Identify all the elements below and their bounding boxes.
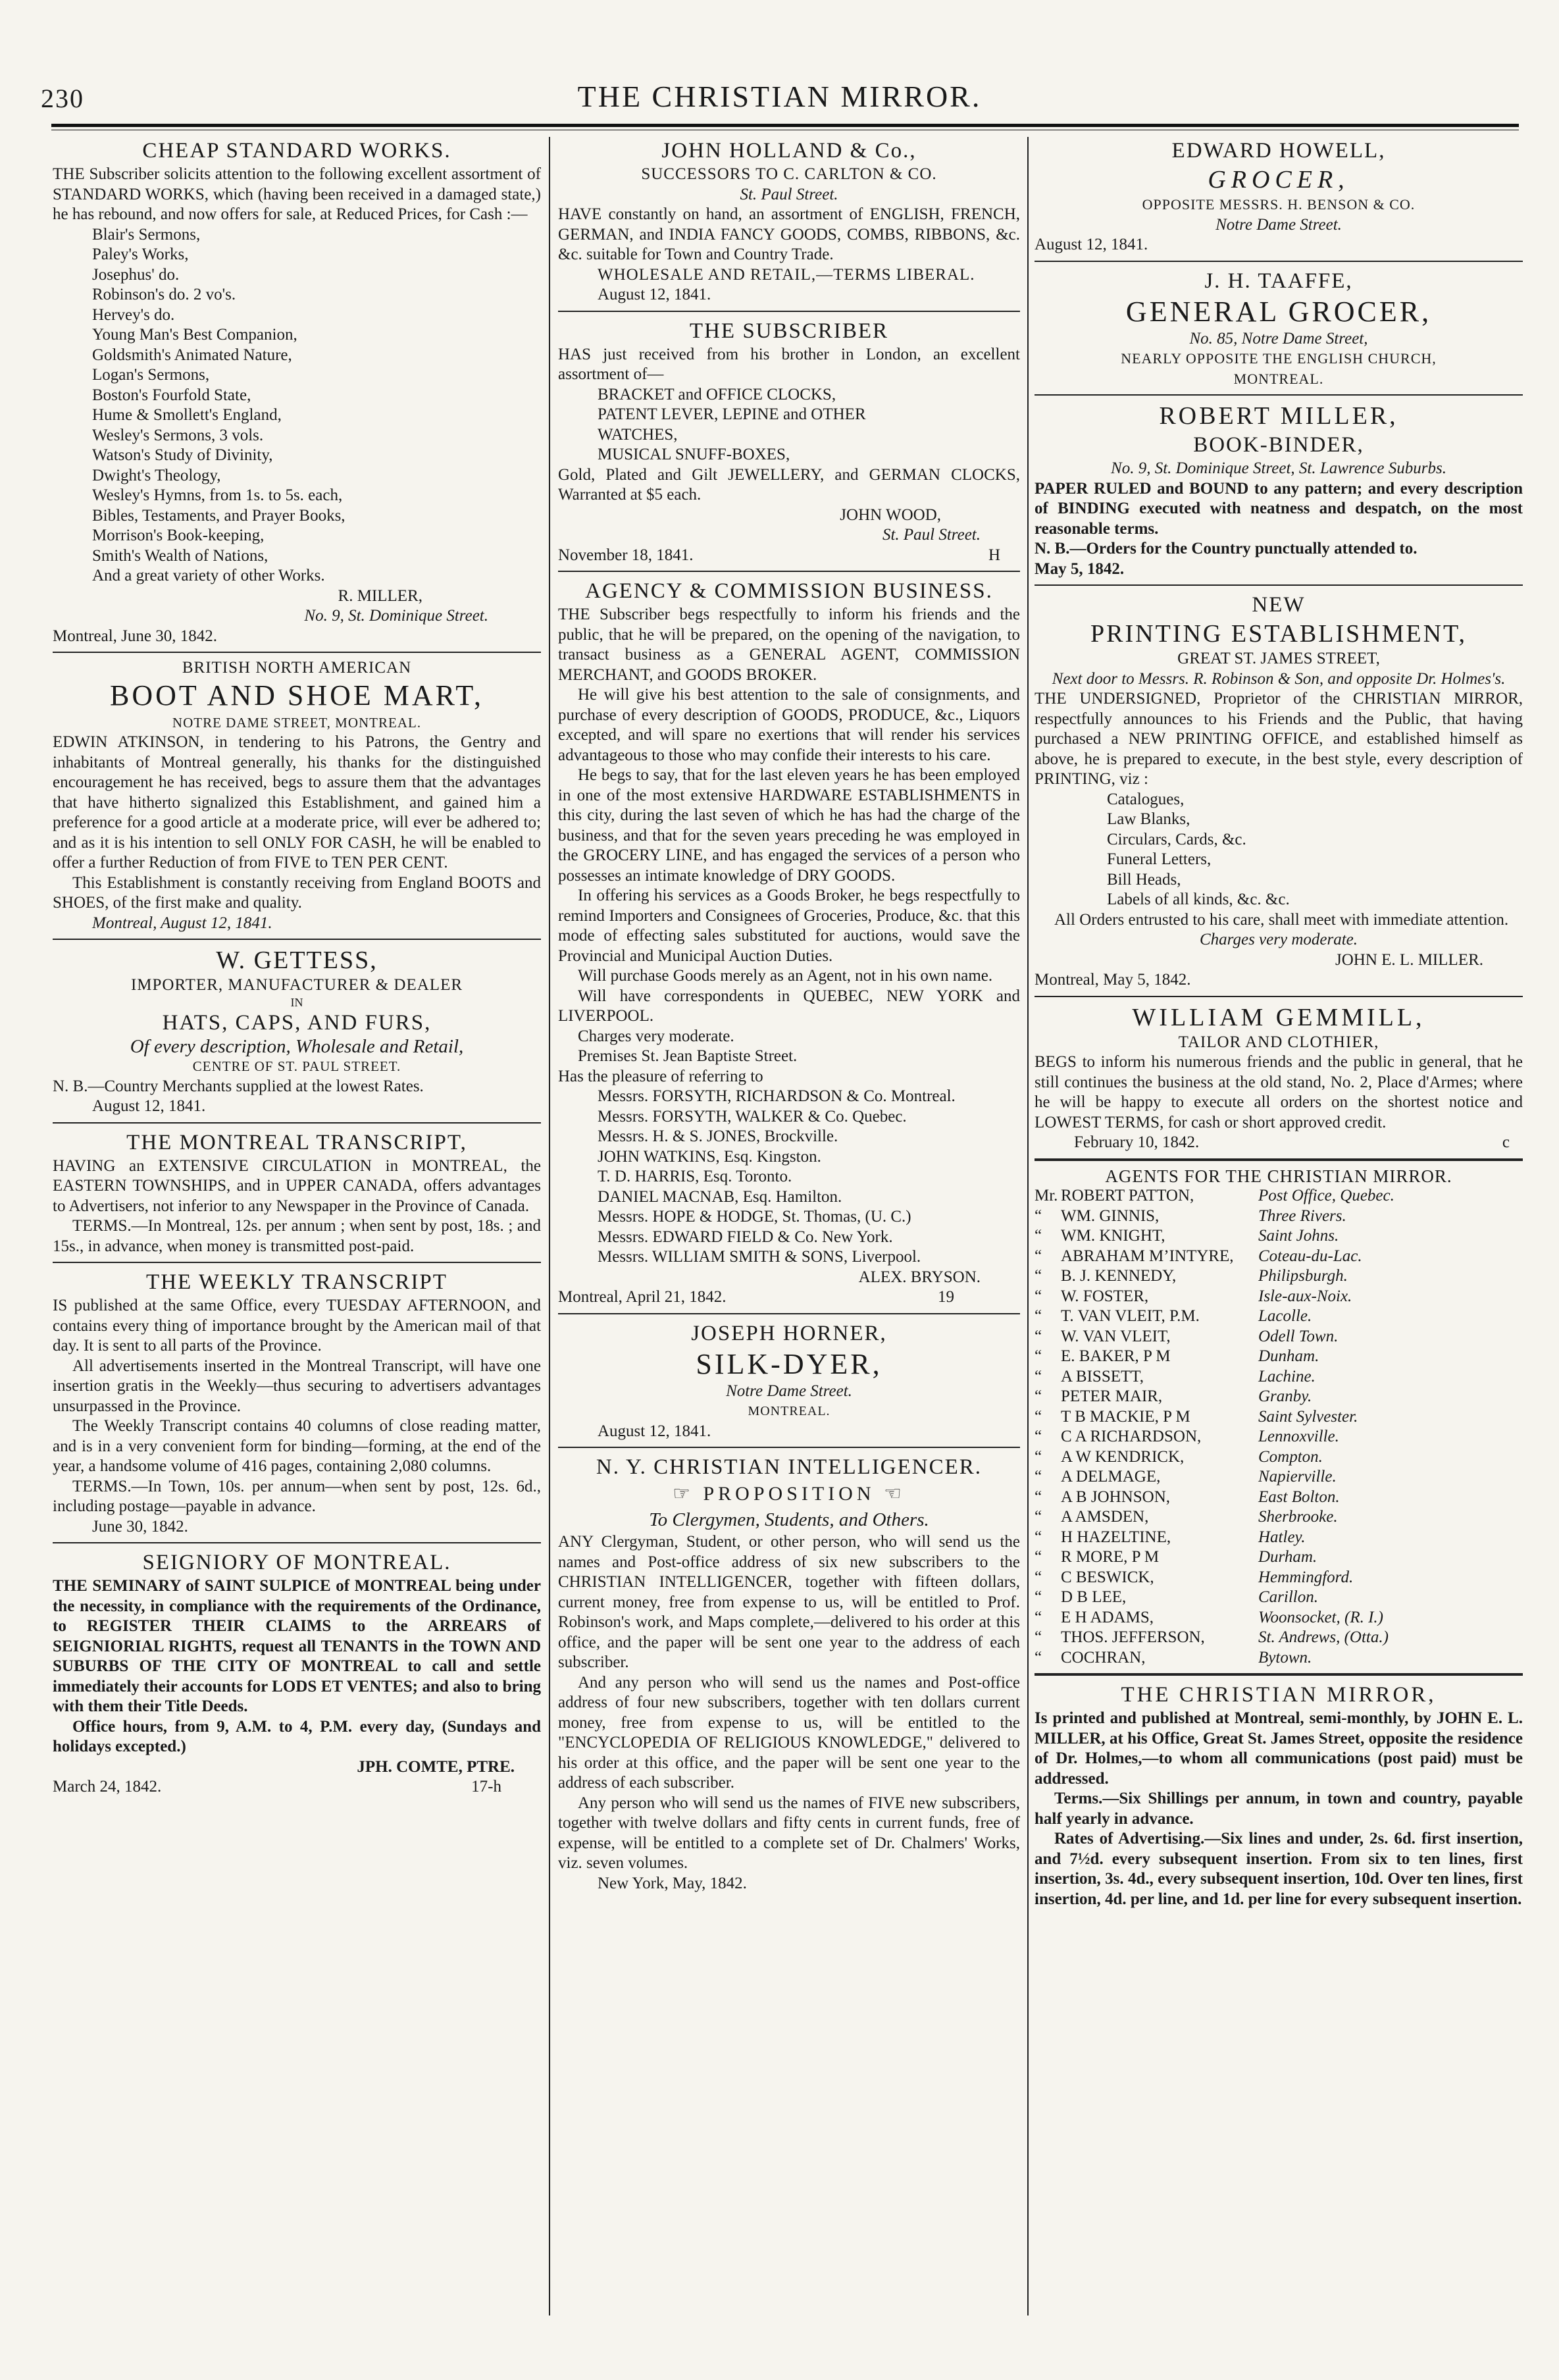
running-header: [0, 0, 1559, 132]
ad-trade: GENERAL GROCER,: [1125, 295, 1432, 328]
ad-heading: JOHN HOLLAND & Co.,: [661, 139, 917, 163]
ad-heading: W. GETTESS,: [216, 946, 378, 974]
ad-para-5: Will purchase Goods merely as an Agent, not in his own name.: [578, 967, 993, 985]
agent-name: THOS. JEFFERSON,: [1061, 1628, 1205, 1646]
ad-para-2: He will give his best attention to the sale of consignments, and purchase of every description of GOODS, PRODUCE, &c., Liquors excepted, and will spare no exertions that will render his services advantageous to those who may confide their interests to his care.: [558, 686, 1020, 764]
list-item: Smith's Wealth of Nations,: [92, 546, 268, 565]
ad-para-6: Will have correspondents in QUEBEC, NEW YORK and LIVERPOOL.: [558, 987, 1020, 1025]
list-item: Messrs. WILLIAM SMITH & SONS, Liverpool.: [598, 1248, 921, 1266]
divider: [558, 1447, 1020, 1448]
list-item: Hervey's do.: [92, 305, 175, 324]
agent-name: W. VAN VLEIT,: [1061, 1327, 1171, 1345]
agent-prefix: “: [1035, 1588, 1042, 1606]
ad-date: August 12, 1841.: [1035, 236, 1148, 253]
list-item: Bibles, Testaments, and Prayer Books,: [92, 506, 345, 525]
list-item: Dwight's Theology,: [92, 466, 221, 484]
ad-taaffe: [1035, 267, 1523, 390]
ad-date: August 12, 1841.: [92, 1097, 206, 1115]
pointing-hand-icon: ☞: [673, 1483, 703, 1505]
ad-christian-mirror: [1035, 1681, 1523, 1909]
ad-agency-commission: [558, 577, 1020, 1308]
agent-name: WM. GINNIS,: [1061, 1206, 1160, 1225]
ad-heading: CHEAP STANDARD WORKS.: [142, 139, 451, 163]
agent-place: East Bolton.: [1258, 1488, 1340, 1506]
agent-row: [1035, 1568, 1523, 1588]
agent-row: [1035, 1447, 1523, 1468]
agent-prefix: “: [1035, 1608, 1042, 1626]
column-divider-1: [549, 137, 550, 2315]
ad-body: EDWIN ATKINSON, in tendering to his Patrons, the Gentry and inhabitants of Montreal generally, his thanks for the distinguished encouragement he has received, begs to assure them that the advantages that have hitherto signalized this Establishment, and gained him a preference for a good article at a moderate price, will ever be adhered to; and as it is his intention to sell ONLY FOR CASH, he will be enabled to offer a further Reduction of from FIVE to TEN PER CENT.: [53, 733, 541, 871]
ad-signer: JOHN WOOD,: [840, 505, 941, 524]
agent-prefix: “: [1035, 1568, 1042, 1586]
item-list: [1035, 790, 1523, 910]
agent-name: C BESWICK,: [1061, 1568, 1154, 1586]
agent-row: [1035, 1347, 1523, 1367]
ad-christian-intelligencer: [558, 1453, 1020, 1894]
item-list: [558, 385, 1020, 465]
agent-place: Sherbrooke.: [1258, 1508, 1338, 1526]
agent-row: [1035, 1427, 1523, 1447]
ad-location: NOTRE DAME STREET, MONTREAL.: [172, 714, 422, 731]
agent-row: [1035, 1266, 1523, 1287]
agent-row: [1035, 1206, 1523, 1227]
agent-name: PETER MAIR,: [1061, 1387, 1163, 1405]
ad-para-3: He begs to say, that for the last eleven years he has been employed in one of the most extensive HARDWARE ESTABLISHMENTS in this city, during the last seven of which he has had the charge of the business, and that for the seven years preceding he was employed in the GROCERY LINE, and has engaged the services of a person who possesses an intimate knowledge of DRY GOODS.: [558, 766, 1020, 885]
agent-place: Lachine.: [1258, 1367, 1316, 1385]
ad-terms: Terms.—Six Shillings per annum, in town and country, payable half yearly in advance.: [1035, 1790, 1523, 1828]
agent-row: [1035, 1507, 1523, 1528]
list-item: MUSICAL SNUFF-BOXES,: [598, 446, 790, 463]
list-item: Wesley's Hymns, from 1s. to 5s. each,: [92, 486, 343, 504]
agent-prefix: “: [1035, 1227, 1042, 1245]
list-item: Blair's Sermons,: [92, 225, 201, 244]
agent-place: Hemmingford.: [1258, 1568, 1354, 1586]
ad-subheading: IMPORTER, MANUFACTURER & DEALER: [130, 976, 463, 994]
agent-place: Lacolle.: [1258, 1307, 1312, 1325]
ad-street: GREAT ST. JAMES STREET,: [1177, 650, 1380, 667]
agent-place: Carillon.: [1258, 1588, 1318, 1606]
ad-footer: [558, 546, 1020, 566]
running-title: THE CHRISTIAN MIRROR.: [577, 80, 982, 113]
reference-list: [558, 1087, 1020, 1268]
ad-edward-howell: [1035, 137, 1523, 255]
ad-signer: ALEX. BRYSON.: [858, 1268, 981, 1286]
ad-heading: THE MONTREAL TRANSCRIPT,: [126, 1130, 467, 1154]
agent-name: ABRAHAM M’INTYRE,: [1061, 1247, 1234, 1265]
ad-kicker: NEW: [1252, 593, 1306, 617]
ad-location: CENTRE OF ST. PAUL STREET.: [192, 1058, 401, 1074]
agent-place: Dunham.: [1258, 1347, 1319, 1365]
ad-body: THE SEMINARY of SAINT SULPICE of MONTREAL being under the necessity, in compliance with the requirements of the Ordinance, to REGISTER THEIR CLAIMS to the ARREARS of SEIGNIORIAL RIGHTS, request all TENANTS in the TOWN AND SUBURBS OF THE CITY OF MONTREAL to call and settle immediately their accounts for LODS ET VENTES; and also to bring with them their Title Deeds.: [53, 1577, 541, 1715]
agent-name: A B JOHNSON,: [1061, 1488, 1171, 1506]
agent-row: [1035, 1547, 1523, 1568]
ad-street: No. 85, Notre Dame Street,: [1189, 329, 1368, 348]
agent-name: T B MACKIE, P M: [1061, 1407, 1190, 1426]
ad-code: c: [1502, 1133, 1510, 1151]
agent-prefix: “: [1035, 1468, 1042, 1486]
agent-row: [1035, 1628, 1523, 1648]
agent-place: Philipsburgh.: [1258, 1267, 1348, 1285]
agent-place: Lennoxville.: [1258, 1428, 1339, 1445]
list-item: Funeral Letters,: [1107, 850, 1212, 868]
agent-row: [1035, 1488, 1523, 1508]
ad-trade: HATS, CAPS, AND FURS,: [162, 1010, 432, 1035]
ad-location: OPPOSITE MESSRS. H. BENSON & CO.: [1142, 196, 1416, 213]
ad-body: PAPER RULED and BOUND to any pattern; and every description of BINDING executed with neatness and despatch, on the most reasonable terms.: [1035, 479, 1523, 538]
ad-street: St. Paul Street.: [882, 526, 981, 544]
agent-row: [1035, 1306, 1523, 1327]
divider: [53, 939, 541, 940]
ad-city: MONTREAL.: [748, 1404, 831, 1418]
ad-printing-establishment: [1035, 591, 1523, 991]
agent-place: Bytown.: [1258, 1648, 1312, 1667]
ad-street: Notre Dame Street.: [726, 1382, 852, 1400]
agent-name: A BISSETT,: [1061, 1367, 1144, 1385]
ad-seigniory: [53, 1549, 541, 1798]
list-item: Messrs. EDWARD FIELD & Co. New York.: [598, 1228, 893, 1246]
agent-name: A W KENDRICK,: [1061, 1447, 1185, 1466]
agent-row: [1035, 1247, 1523, 1267]
divider: [53, 1262, 541, 1263]
ad-standard-works: [53, 137, 541, 646]
ad-footer: [558, 1287, 1020, 1308]
list-item: Circulars, Cards, &c.: [1107, 830, 1246, 848]
list-item: Hume & Smollett's England,: [92, 406, 282, 424]
list-item: Robinson's do. 2 vo's.: [92, 286, 236, 303]
ad-note: N. B.—Country Merchants supplied at the lowest Rates.: [53, 1077, 424, 1095]
list-item: Josephus' do.: [92, 265, 180, 284]
ad-para-9: Has the pleasure of referring to: [558, 1067, 763, 1085]
ad-date: February 10, 1842.: [1074, 1133, 1200, 1151]
agent-place: Coteau-du-Lac.: [1258, 1247, 1362, 1265]
ad-para-4: In offering his services as a Goods Broker, he begs respectfully to remind Importers and Consignees of Groceries, Produce, &c. that this mode of effecting sales substituted for auctions, would save the Provincial and Municipal Auction Duties.: [558, 887, 1020, 965]
ad-weekly-transcript: [53, 1268, 541, 1537]
agent-prefix: “: [1035, 1367, 1042, 1385]
list-item: Labels of all kinds, &c. &c.: [1107, 891, 1290, 908]
ad-heading: SEIGNIORY OF MONTREAL.: [142, 1551, 451, 1574]
agent-place: Saint Johns.: [1258, 1227, 1339, 1245]
ad-body-2: This Establishment is constantly receiving from England BOOTS and SHOES, of the first make and quality.: [53, 873, 541, 912]
ad-trade: SILK-DYER,: [696, 1347, 882, 1380]
list-item: Wesley's Sermons, 3 vols.: [92, 426, 264, 444]
ad-terms: TERMS.—In Town, 10s. per annum—when sent by post, 12s. 6d., including postage—payable in advance.: [53, 1477, 541, 1515]
agent-name: ROBERT PATTON,: [1061, 1187, 1194, 1204]
ad-montreal-transcript: [53, 1129, 541, 1257]
book-list: [53, 225, 541, 586]
ad-signer: JOHN E. L. MILLER.: [1335, 950, 1483, 969]
divider: [53, 652, 541, 653]
agent-name: E. BAKER, P M: [1061, 1347, 1171, 1365]
ad-proposition-label: PROPOSITION: [703, 1483, 875, 1505]
agent-place: Granby.: [1258, 1387, 1312, 1405]
ad-para-1: ANY Clergyman, Student, or other person, who will send us the names and Post-office address of six new subscribers to the CHRISTIAN INTELLIGENCER, together with fifteen dollars, current money, free from expense to us, will be entitled to Prof. Robinson's work, and Maps complete,—delivered to his order at this office, and the paper will be sent one year to the address of each subscriber.: [558, 1533, 1020, 1671]
header-rule: [51, 124, 1519, 127]
ad-date: November 18, 1841.: [558, 546, 694, 564]
agent-name: A DELMAGE,: [1061, 1468, 1161, 1486]
agent-name: D B LEE,: [1061, 1588, 1127, 1606]
agents-table: [1035, 1186, 1523, 1668]
ad-location: NEARLY OPPOSITE THE ENGLISH CHURCH,: [1121, 350, 1437, 367]
ad-date: May 5, 1842.: [1035, 559, 1125, 578]
ad-heading: THE SUBSCRIBER: [689, 319, 889, 343]
agent-prefix: “: [1035, 1508, 1042, 1526]
agent-row: [1035, 1367, 1523, 1387]
ad-terms: TERMS.—In Montreal, 12s. per annum ; when sent by post, 18s. ; and 15s., in advance, when money is transmitted post-paid.: [53, 1217, 541, 1255]
ad-date: June 30, 1842.: [92, 1517, 188, 1536]
agent-row: [1035, 1226, 1523, 1247]
agent-place: Durham.: [1258, 1548, 1317, 1566]
agent-name: COCHRAN,: [1061, 1648, 1146, 1667]
ad-para-1: THE Subscriber begs respectfully to inform his friends and the public, that he will be prepared, on the opening of the navigation, to transact business as a GENERAL AGENT, COMMISSION MERCHANT, and GOODS BROKER.: [558, 606, 1020, 684]
ad-boot-shoe-mart: [53, 658, 541, 933]
list-item: Morrison's Book-keeping,: [92, 527, 265, 544]
list-item: Logan's Sermons,: [92, 366, 210, 384]
agent-place: Odell Town.: [1258, 1327, 1339, 1345]
agent-prefix: “: [1035, 1488, 1042, 1506]
list-item: Messrs. H. & S. JONES, Brockville.: [598, 1127, 838, 1145]
pointing-hand-left-icon: ☜: [875, 1483, 906, 1505]
list-item: Law Blanks,: [1107, 810, 1190, 828]
ad-code: 19: [938, 1288, 954, 1306]
agent-place: Three Rivers.: [1258, 1206, 1346, 1225]
agent-place: Post Office, Quebec.: [1258, 1187, 1394, 1204]
ad-body-2: All Orders entrusted to his care, shall meet with immediate attention.: [1054, 910, 1509, 929]
ad-charges: Charges very moderate.: [1200, 931, 1358, 948]
ad-date: August 12, 1841.: [598, 286, 711, 303]
list-item: Paley's Works,: [92, 246, 189, 263]
divider: [558, 1313, 1020, 1314]
list-item: Young Man's Best Companion,: [92, 326, 297, 344]
ad-note: N. B.—Orders for the Country punctually attended to.: [1035, 540, 1418, 557]
list-item: WATCHES,: [598, 425, 678, 444]
agent-row: [1035, 1648, 1523, 1669]
list-item: Messrs. FORSYTH, RICHARDSON & Co. Montreal.: [598, 1087, 956, 1105]
agent-prefix: “: [1035, 1206, 1042, 1225]
ad-heading: BOOT AND SHOE MART,: [110, 679, 484, 711]
agent-prefix: “: [1035, 1327, 1042, 1345]
ad-body: THE UNDERSIGNED, Proprietor of the CHRISTIAN MIRROR, respectfully announces to his Friends and the Public, that having purchased a NEW PRINTING OFFICE, and established himself as above, he is prepared to execute, in the best style, every description of PRINTING, viz :: [1035, 690, 1523, 788]
ad-heading: JOSEPH HORNER,: [691, 1321, 887, 1345]
ad-terms: WHOLESALE AND RETAIL,—TERMS LIBERAL.: [598, 265, 975, 284]
ad-robert-miller: [1035, 401, 1523, 579]
agent-name: W. FOSTER,: [1061, 1287, 1149, 1305]
agent-prefix: “: [1035, 1287, 1042, 1305]
ad-trade: BOOK-BINDER,: [1193, 433, 1364, 457]
agent-name: R MORE, P M: [1061, 1548, 1160, 1566]
ad-heading: EDWARD HOWELL,: [1171, 139, 1386, 163]
ad-heading: WILLIAM GEMMILL,: [1132, 1003, 1425, 1031]
divider: [558, 571, 1020, 572]
ad-para-7: Charges very moderate.: [578, 1027, 734, 1045]
agent-prefix: “: [1035, 1347, 1042, 1365]
agents-heading: AGENTS FOR THE CHRISTIAN MIRROR.: [1105, 1166, 1452, 1186]
ad-description: Of every description, Wholesale and Retail,: [130, 1035, 464, 1057]
agents-list: [1035, 1166, 1523, 1669]
ad-body: BEGS to inform his numerous friends and the public in general, that he still continues the business at the old stand, No. 2, Place d'Armes; where he will be happy to execute all orders on the shortest notice and LOWEST TERMS, for cash or short approved credit.: [1035, 1053, 1523, 1131]
ad-heading: THE WEEKLY TRANSCRIPT: [146, 1270, 447, 1294]
ad-trade: TAILOR AND CLOTHIER,: [1178, 1033, 1379, 1051]
ad-heading: AGENCY & COMMISSION BUSINESS.: [585, 579, 993, 603]
ad-gettess: [53, 945, 541, 1117]
agent-place: Isle-aux-Noix.: [1258, 1287, 1352, 1305]
ad-date: Montreal, June 30, 1842.: [53, 627, 217, 645]
list-item: JOHN WATKINS, Esq. Kingston.: [598, 1147, 821, 1166]
divider: [1035, 996, 1523, 997]
ad-date: Montreal, April 21, 1842.: [558, 1288, 727, 1306]
ad-location: Next door to Messrs. R. Robinson & Son, and opposite Dr. Holmes's.: [1052, 669, 1506, 688]
ad-joseph-horner: [558, 1320, 1020, 1442]
ad-heading: THE CHRISTIAN MIRROR,: [1121, 1683, 1437, 1707]
ad-body-2: Gold, Plated and Gilt JEWELLERY, and GERMAN CLOCKS, Warranted at $5 each.: [558, 465, 1020, 504]
ad-para-2: And any person who will send us the names and Post-office address of four new subscribers, together with ten dollars current money, free from expense to us, will be entitled to the "ENCYCLOPEDIA OF RELIGIOUS KNOWLEDGE," delivered to his order at this office, and the paper will be sent one year to the address of each subscriber.: [558, 1673, 1020, 1792]
ad-the-subscriber: [558, 317, 1020, 566]
list-item: Bill Heads,: [1107, 870, 1181, 889]
divider: [53, 1542, 541, 1543]
ad-subheading: SUCCESSORS TO C. CARLTON & CO.: [641, 165, 937, 183]
agent-place: Saint Sylvester.: [1258, 1407, 1358, 1426]
ad-para-3: Any person who will send us the names of FIVE new subscribers, together with twelve dollars and fifty cents in current funds, free of expense, will be entitled to a complete set of Dr. Chalmers' Works, viz. seven volumes.: [558, 1794, 1020, 1872]
agent-prefix: “: [1035, 1648, 1042, 1667]
agent-name: WM. KNIGHT,: [1061, 1227, 1165, 1245]
agent-prefix: “: [1035, 1267, 1042, 1285]
column-2: [558, 137, 1020, 2322]
page-number: 230: [41, 84, 84, 113]
ad-william-gemmill: [1035, 1002, 1523, 1153]
agent-prefix: “: [1035, 1247, 1042, 1265]
ad-code: 17-h: [471, 1778, 501, 1796]
agent-prefix: “: [1035, 1307, 1042, 1325]
agent-row: [1035, 1287, 1523, 1307]
ad-body-3: The Weekly Transcript contains 40 columns of close reading matter, and is in a very convenient form for binding—forming, at the end of the year, a handsome volume of 416 pages, containing 2,080 columns.: [53, 1417, 541, 1475]
list-item: Watson's Study of Divinity,: [92, 446, 273, 464]
agent-row: [1035, 1467, 1523, 1488]
ad-date: New York, May, 1842.: [598, 1874, 747, 1892]
ad-body: HAVING an EXTENSIVE CIRCULATION in MONTREAL, the EASTERN TOWNSHIPS, and in UPPER CANADA, offers advantages to Advertisers, not inferior to any Newspaper in the Province of Canada.: [53, 1156, 541, 1215]
ad-address: No. 9, St. Dominique Street.: [304, 607, 488, 625]
agent-place: Compton.: [1258, 1447, 1323, 1466]
agent-row: [1035, 1407, 1523, 1428]
ad-hours: Office hours, from 9, A.M. to 4, P.M. every day, (Sundays and holidays excepted.): [53, 1717, 541, 1755]
divider: [53, 1122, 541, 1124]
ad-code: H: [988, 546, 1000, 564]
agent-name: E H ADAMS,: [1061, 1608, 1154, 1626]
ad-signer: JPH. COMTE, PTRE.: [357, 1757, 515, 1776]
ad-date: Montreal, May 5, 1842.: [1035, 971, 1191, 989]
agent-row: [1035, 1608, 1523, 1628]
ad-heading: ROBERT MILLER,: [1159, 402, 1398, 430]
list-item: Goldsmith's Animated Nature,: [92, 346, 292, 364]
ad-street: No. 9, St. Dominique Street, St. Lawrence Suburbs.: [1111, 459, 1446, 477]
ad-date: March 24, 1842.: [53, 1778, 162, 1796]
ad-street: Notre Dame Street.: [1215, 215, 1342, 234]
agent-prefix: “: [1035, 1628, 1042, 1646]
ad-body: HAS just received from his brother in London, an excellent assortment of—: [558, 345, 1020, 383]
divider: [558, 311, 1020, 312]
agent-place: Woonsocket, (R. I.): [1258, 1608, 1383, 1626]
list-item: Messrs. HOPE & HODGE, St. Thomas, (U. C.): [598, 1208, 911, 1226]
agent-prefix: Mr.: [1035, 1187, 1058, 1204]
column-3: [1035, 137, 1523, 2322]
divider: [1035, 261, 1523, 262]
agent-prefix: “: [1035, 1428, 1042, 1445]
agent-name: A AMSDEN,: [1061, 1508, 1149, 1526]
list-item: And a great variety of other Works.: [92, 567, 325, 584]
divider: [1035, 1673, 1523, 1676]
agent-row: [1035, 1528, 1523, 1548]
divider: [1035, 584, 1523, 586]
ad-rates: Rates of Advertising.—Six lines and under, 2s. 6d. first insertion, and 7½d. every subsequent insertion. From six to ten lines, first insertion, 3s. 4d., every subsequent insertion, 10d. Over ten lines, first insertion, 4d. per line, and 1d. per line for every subsequent insertion.: [1035, 1830, 1523, 1908]
ad-heading: N. Y. CHRISTIAN INTELLIGENCER.: [596, 1455, 983, 1479]
ad-para-8: Premises St. Jean Baptiste Street.: [578, 1047, 798, 1065]
agent-row: [1035, 1186, 1523, 1206]
ad-body-2: All advertisements inserted in the Montreal Transcript, will have one insertion gratis in the Weekly—thus securing to advertisers advantages unsurpassed in the Province.: [53, 1357, 541, 1415]
ad-footer: [1035, 1133, 1523, 1153]
ad-footer: [53, 1777, 541, 1798]
ad-city: MONTREAL.: [1233, 370, 1324, 387]
ad-body: Is printed and published at Montreal, semi-monthly, by JOHN E. L. MILLER, at his Office, Great St. James Street, opposite the residence of Dr. Holmes,—to whom all communications (post paid) must be addressed.: [1035, 1709, 1523, 1788]
agent-place: Napierville.: [1258, 1468, 1337, 1486]
agent-name: B. J. KENNEDY,: [1061, 1267, 1177, 1285]
ad-audience: To Clergymen, Students, and Others.: [649, 1509, 929, 1530]
agent-prefix: “: [1035, 1548, 1042, 1566]
ad-body: HAVE constantly on hand, an assortment of ENGLISH, FRENCH, GERMAN, and INDIA FANCY GOODS, COMBS, RIBBONS, &c. &c. suitable for Town and Country Trade.: [558, 205, 1020, 263]
ad-signer: R. MILLER,: [338, 586, 422, 605]
list-item: Boston's Fourfold State,: [92, 386, 251, 404]
column-1: [53, 137, 541, 2322]
ad-trade: GROCER,: [1208, 166, 1350, 194]
ad-kicker: BRITISH NORTH AMERICAN: [182, 659, 412, 677]
agent-name: C A RICHARDSON,: [1061, 1428, 1202, 1445]
ad-street: St. Paul Street.: [740, 185, 838, 203]
list-item: PATENT LEVER, LEPINE and OTHER: [598, 405, 866, 423]
agent-prefix: “: [1035, 1528, 1042, 1546]
agent-place: Hatley.: [1258, 1528, 1306, 1546]
ad-john-holland: [558, 137, 1020, 305]
ad-body: THE Subscriber solicits attention to the following excellent assortment of STANDARD WORKS, which (having been received in a damaged state,) he has rebound, and now offers for sale, at Reduced Prices, for Cash :—: [53, 165, 541, 223]
agent-place: St. Andrews, (Otta.): [1258, 1628, 1389, 1646]
list-item: Messrs. FORSYTH, WALKER & Co. Quebec.: [598, 1107, 907, 1125]
agent-name: H HAZELTINE,: [1061, 1528, 1171, 1546]
agent-row: [1035, 1387, 1523, 1407]
divider: [1035, 394, 1523, 396]
ad-subheading-in: IN: [290, 995, 303, 1009]
ad-heading: PRINTING ESTABLISHMENT,: [1090, 620, 1467, 648]
agent-prefix: “: [1035, 1447, 1042, 1466]
agent-row: [1035, 1327, 1523, 1347]
ad-heading: J. H. TAAFFE,: [1204, 269, 1353, 293]
divider: [1035, 1158, 1523, 1161]
list-item: T. D. HARRIS, Esq. Toronto.: [598, 1168, 792, 1185]
list-item: DANIEL MACNAB, Esq. Hamilton.: [598, 1187, 842, 1206]
agent-name: T. VAN VLEIT, P.M.: [1061, 1307, 1200, 1325]
list-item: Catalogues,: [1107, 790, 1185, 808]
column-divider-2: [1027, 137, 1029, 2315]
ad-date: Montreal, August 12, 1841.: [92, 914, 272, 932]
ad-proposition: [558, 1481, 1020, 1507]
list-item: BRACKET and OFFICE CLOCKS,: [598, 385, 836, 403]
agent-row: [1035, 1588, 1523, 1608]
ad-date: August 12, 1841.: [598, 1422, 711, 1440]
agent-prefix: “: [1035, 1387, 1042, 1405]
agent-prefix: “: [1035, 1407, 1042, 1426]
ad-body: IS published at the same Office, every TUESDAY AFTERNOON, and contains every thing of importance brought by the American mail of that day. It is sent to all parts of the Province.: [53, 1297, 541, 1355]
